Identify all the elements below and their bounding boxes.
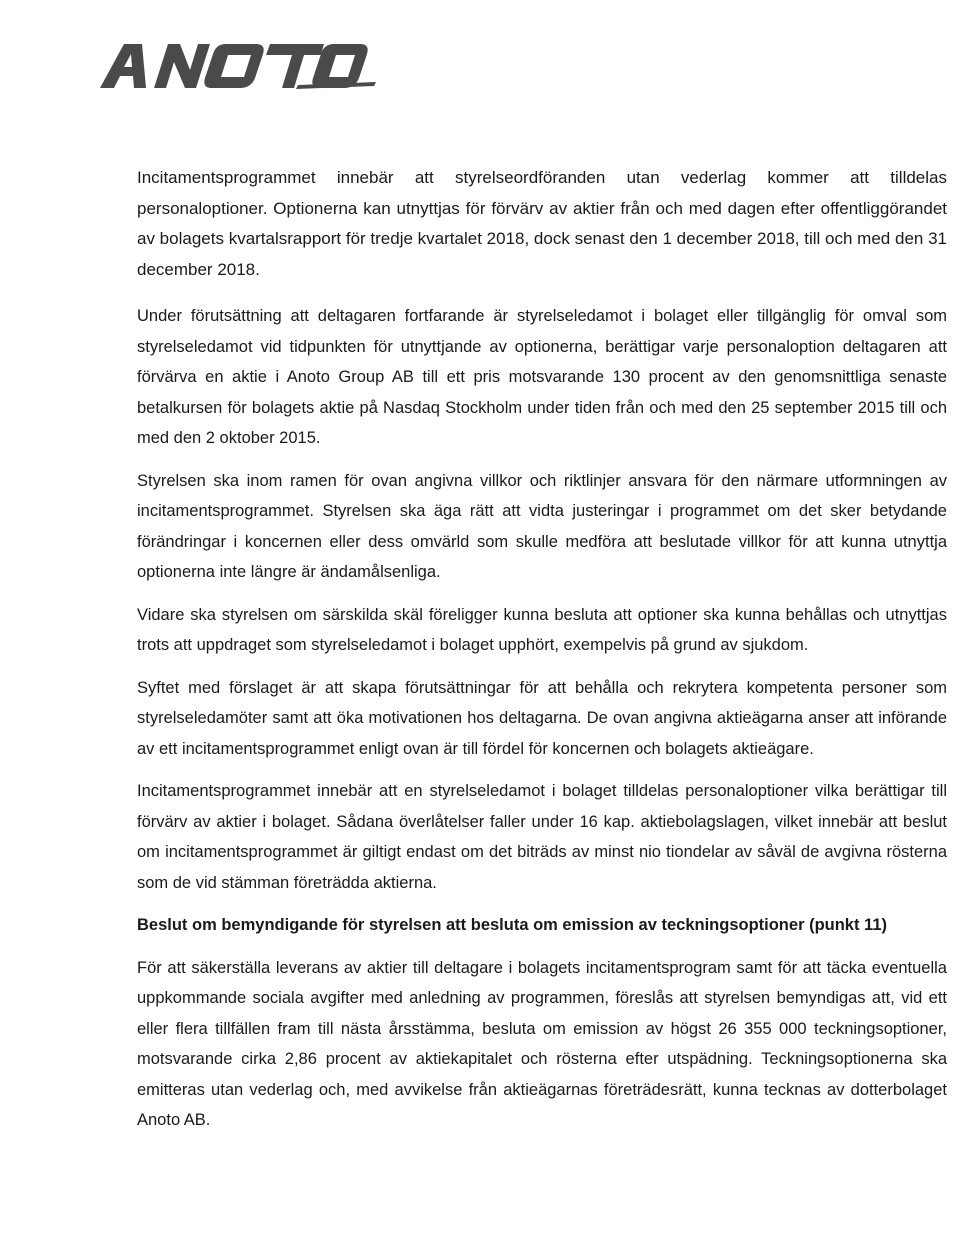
- paragraph-board-responsibility: Styrelsen ska inom ramen för ovan angivna villkor och riktlinjer ansvara för den närmare utformningen av incitamentsprogrammet. Styrelsen ska äga rätt att vidta justeringar i programmet om det sker betydande förändringar i koncernen eller dess omvärld som skulle medföra att beslutade villkor för att kunna utnyttja optionerna inte längre är ändamålsenliga.: [137, 471, 947, 581]
- paragraph-purpose: Syftet med förslaget är att skapa förutsättningar för att behålla och rekrytera kompetenta personer som styrelseledamöter samt att öka motivationen hos deltagarna. De ovan angivna aktieägarna anser att införande av ett incitamentsprogrammet enligt ovan är till fördel för koncernen och bolagets aktieägare.: [137, 678, 947, 758]
- paragraph-legal-requirement: Incitamentsprogrammet innebär att en styrelseledamot i bolaget tilldelas personaloptioner vilka berättigar till förvärv av aktier i bolaget. Sådana överlåtelser faller under 16 kap. aktiebolagslagen, vilket innebär att beslut om incitamentsprogrammet är giltigt endast om det biträds av minst nio tiondelar av såväl de avgivna rösterna som de vid stämman företrädda aktierna.: [137, 782, 947, 892]
- paragraph-exercise-conditions: Under förutsättning att deltagaren fortfarande är styrelseledamot i bolaget eller tillgänglig för omval som styrelseledamot vid tidpunkten för utnyttjande av optionerna, berättigar varje personaloption deltagaren att förvärva en aktie i Anoto Group AB till ett pris motsvarande 130 procent av den genomsnittliga senaste betalkursen för bolagets aktie på Nasdaq Stockholm under tiden från och med den 25 september 2015 till och med den 2 oktober 2015.: [137, 307, 947, 447]
- section-heading: Beslut om bemyndigande för styrelsen att besluta om emission av teckningsoptioner (punkt 11): [137, 916, 887, 934]
- paragraph-warrant-issuance: För att säkerställa leverans av aktier till deltagare i bolagets incitamentsprogram samt för att täcka eventuella uppkommande sociala avgifter med anledning av programmen, föreslås att styrelsen bemyndigas att, vid ett eller flera tillfällen fram till nästa årsstämma, besluta om emission av högst 26 355 000 teckningsoptioner, motsvarande cirka 2,86 procent av aktiekapitalet och rösterna efter utspädning. Teckningsoptionerna ska emitteras utan vederlag och, med avvikelse från aktieägarnas företrädesrätt, kunna tecknas av dotterbolaget Anoto AB.: [137, 958, 947, 1129]
- paragraph-option-grant: Incitamentsprogrammet innebär att styrelseordföranden utan vederlag kommer att tilldelas personaloptioner. Optionerna kan utnyttjas för förvärv av aktier från och med dagen efter offentliggörandet av bolagets kvartalsrapport för tredje kvartalet 2018, dock senast den 1 december 2018, till och med den 31 december 2018.: [137, 168, 947, 279]
- document-body: [137, 163, 947, 1148]
- company-logo: [98, 36, 378, 92]
- anoto-logo-graphic: [98, 36, 378, 92]
- paragraph-special-reasons: Vidare ska styrelsen om särskilda skäl föreligger kunna besluta att optioner ska kunna behållas och utnyttjas trots att uppdraget som styrelseledamot i bolaget upphört, exempelvis på grund av sjukdom.: [137, 605, 947, 654]
